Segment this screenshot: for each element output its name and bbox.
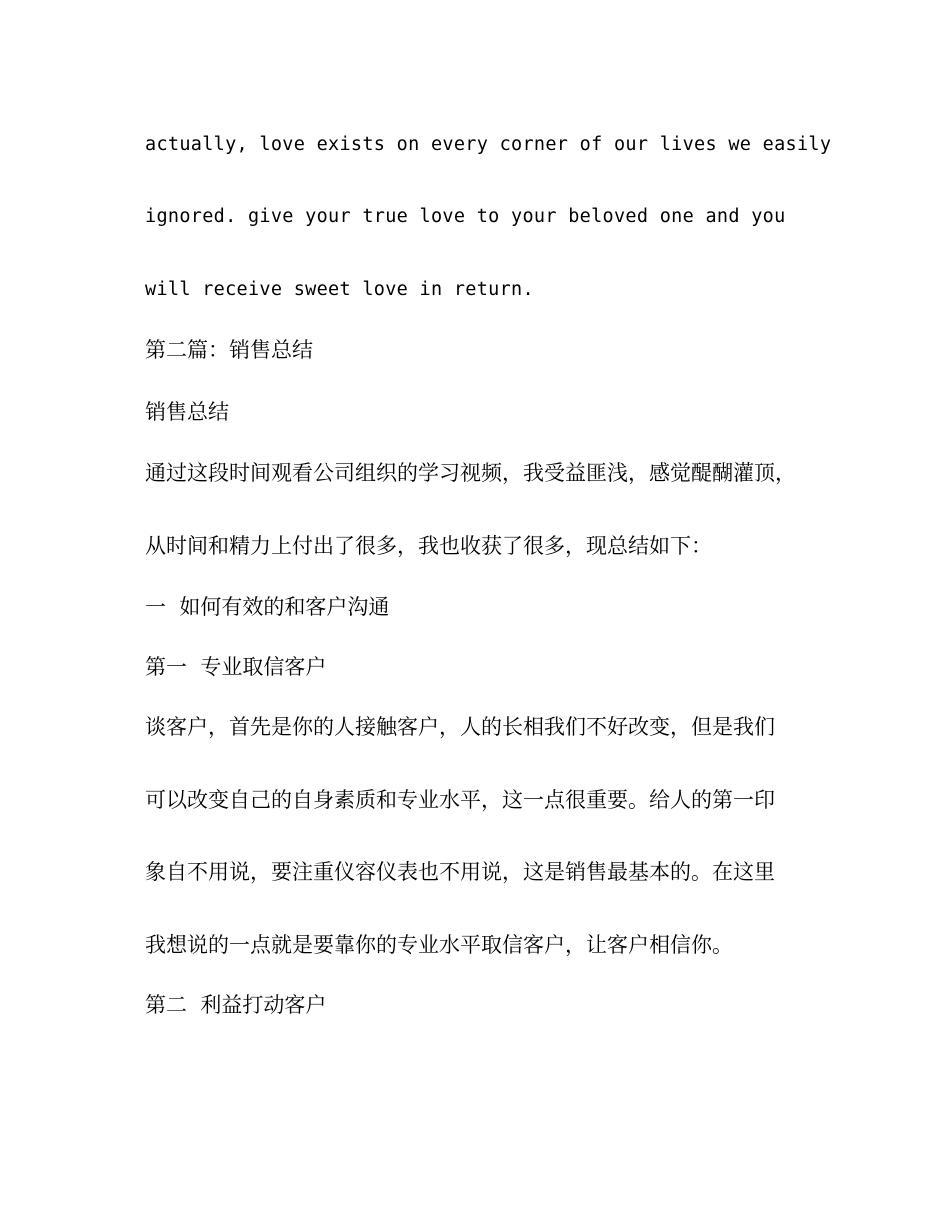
point-1-body-line-2: 可以改变自己的自身素质和专业水平，这一点很重要。给人的第一印 <box>145 788 775 812</box>
document-title: 销售总结 <box>145 400 229 424</box>
intro-line-2: 从时间和精力上付出了很多，我也收获了很多，现总结如下： <box>145 534 712 558</box>
point-2-heading: 第二 利益打动客户 <box>145 993 327 1017</box>
english-paragraph-line-2: ignored. give your true love to your beloved one and you <box>145 206 786 227</box>
point-1-body-line-4: 我想说的一点就是要靠你的专业水平取信客户，让客户相信你。 <box>145 933 733 957</box>
point-1-body-line-1: 谈客户，首先是你的人接触客户，人的长相我们不好改变，但是我们 <box>145 715 775 739</box>
english-paragraph-line-3: will receive sweet love in return. <box>145 279 534 300</box>
chapter-heading: 第二篇：销售总结 <box>145 338 313 362</box>
point-1-heading: 第一 专业取信客户 <box>145 655 327 679</box>
section-1-heading: 一 如何有效的和客户沟通 <box>145 595 390 619</box>
intro-line-1: 通过这段时间观看公司组织的学习视频，我受益匪浅，感觉醍醐灌顶， <box>145 461 796 485</box>
point-1-body-line-3: 象自不用说，要注重仪容仪表也不用说，这是销售最基本的。在这里 <box>145 860 775 884</box>
english-paragraph-line-1: actually, love exists on every corner of our lives we easily <box>145 134 832 155</box>
